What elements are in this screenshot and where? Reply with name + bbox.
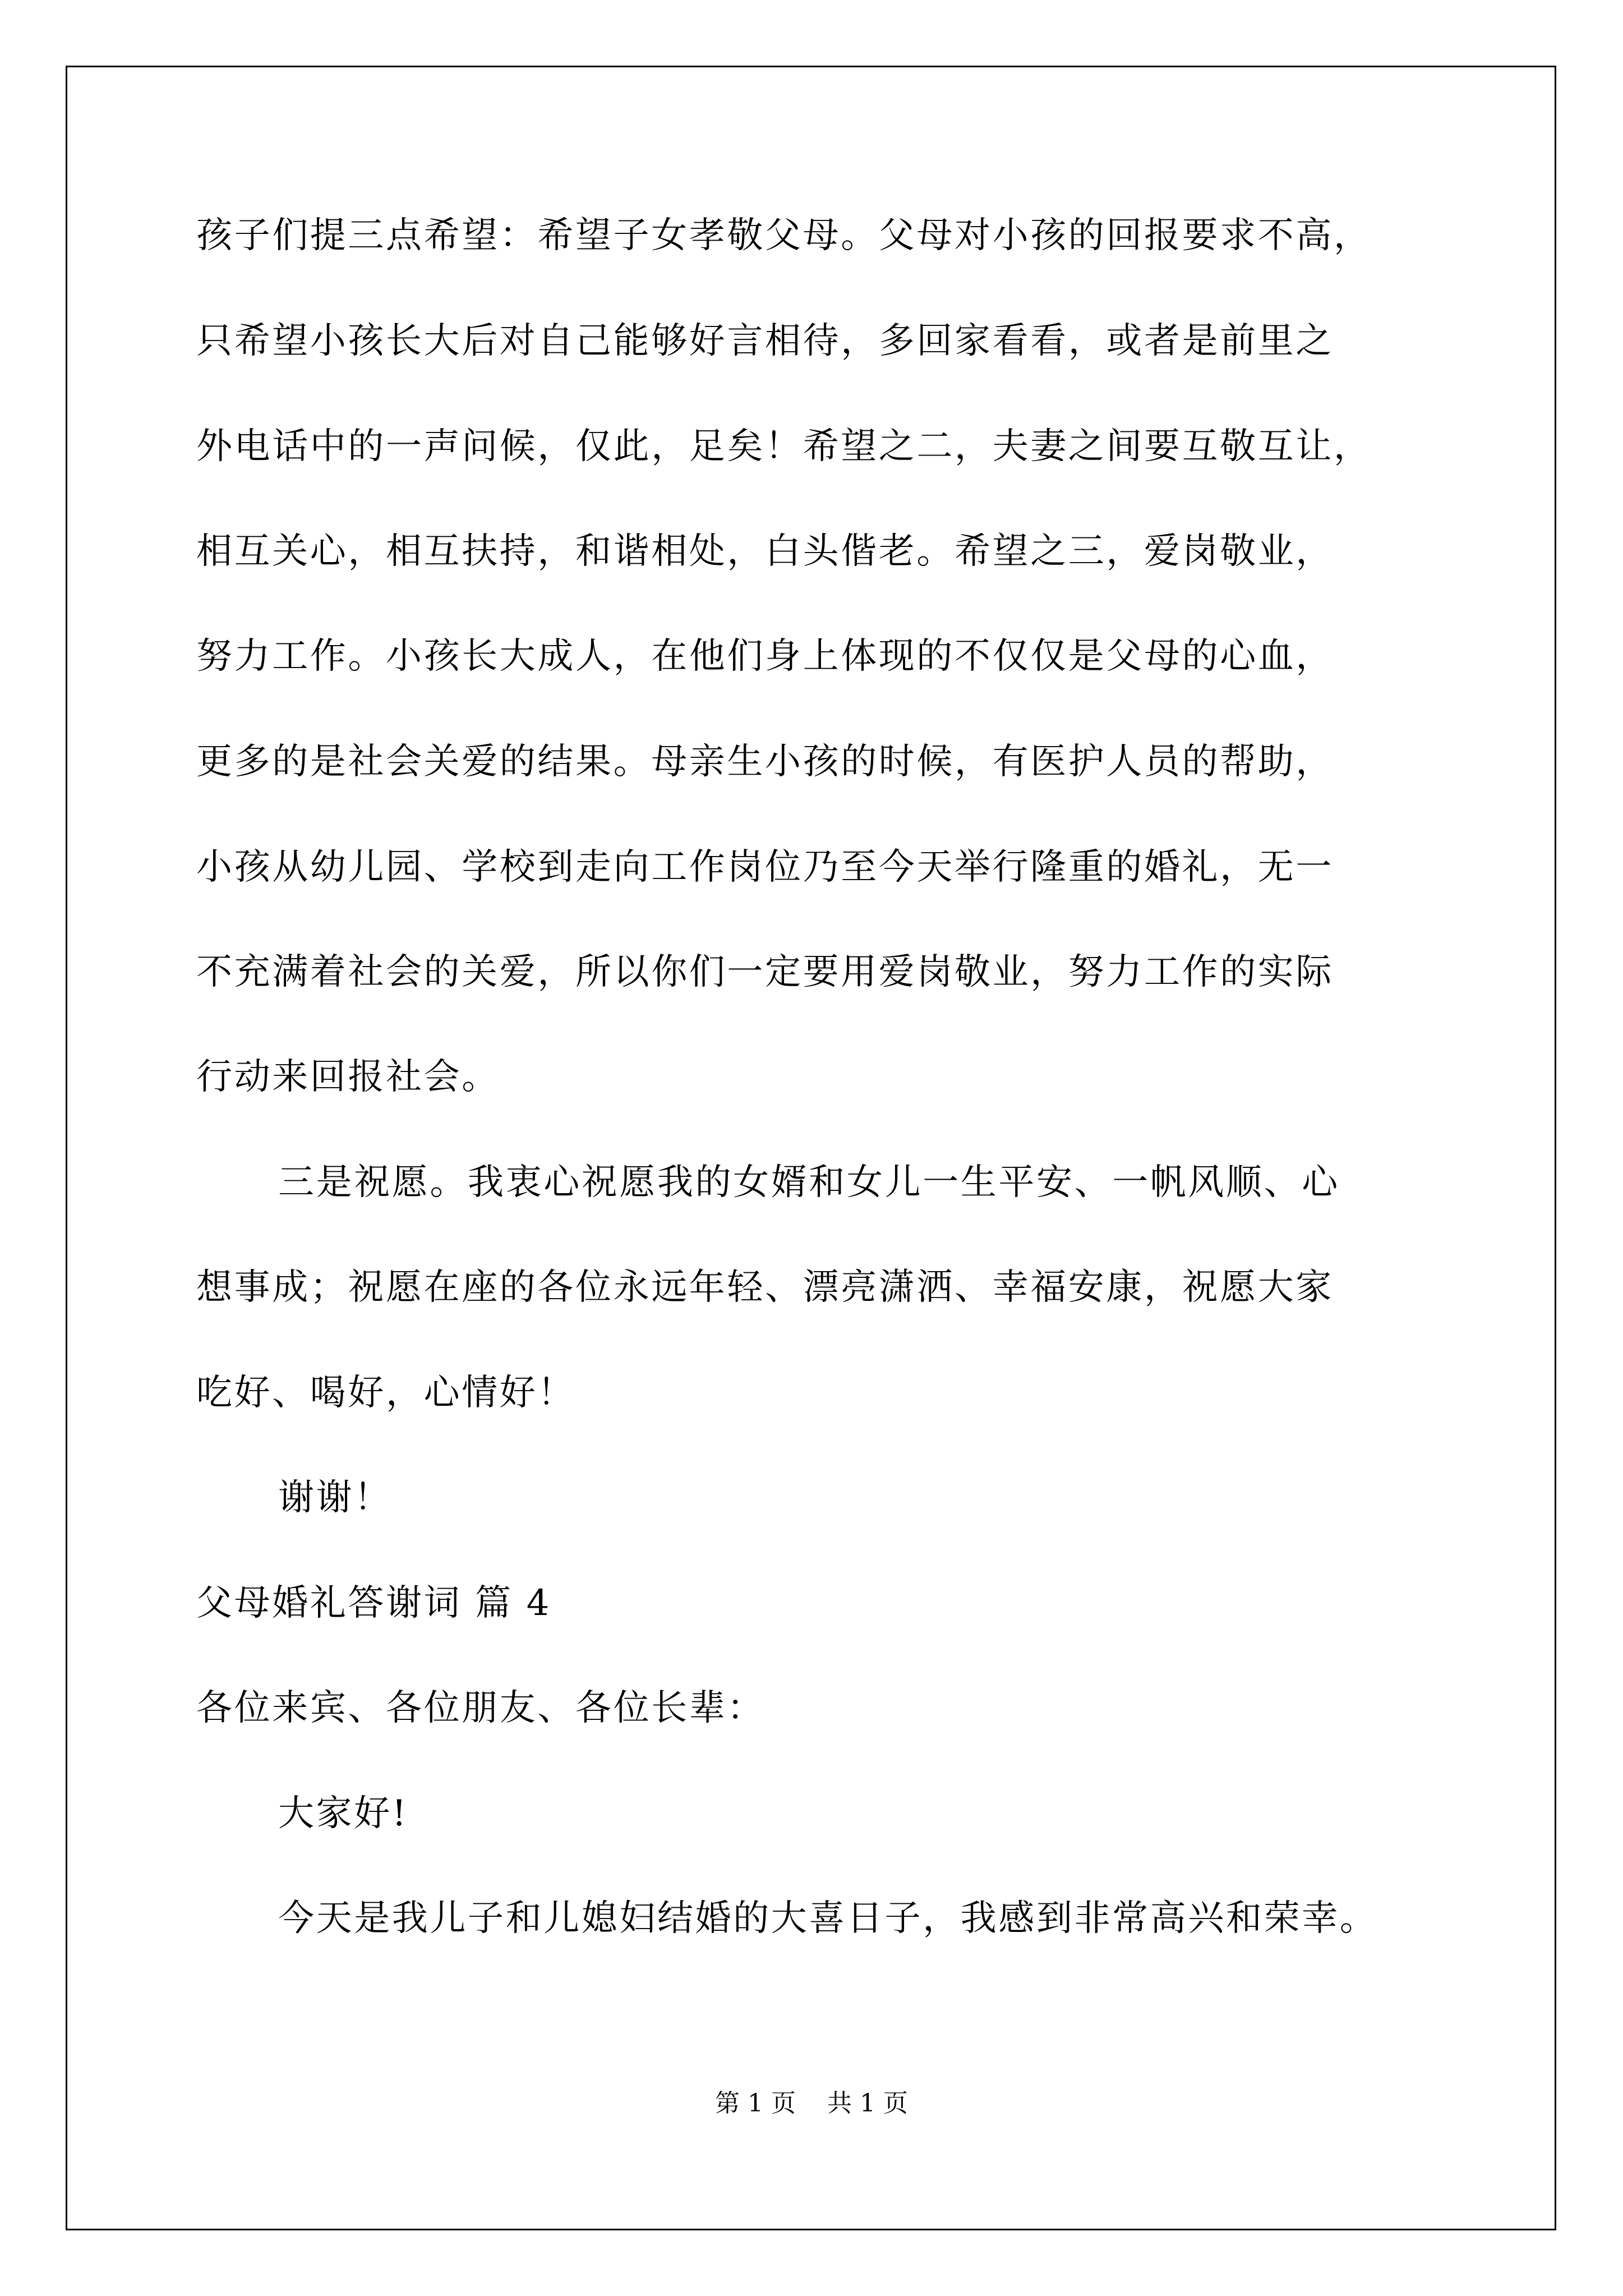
paragraph-line: 今天是我儿子和儿媳妇结婚的大喜日子，我感到非常高兴和荣幸。 xyxy=(278,1898,1378,1939)
section-heading: 父母婚礼答谢词 篇 4 xyxy=(196,1582,552,1624)
paragraph-line: 大家好! xyxy=(278,1793,409,1834)
paragraph-line: 行动来回报社会。 xyxy=(196,1056,500,1098)
paragraph-line: 小孩从幼儿园、学校到走向工作岗位乃至今天举行隆重的婚礼，无一 xyxy=(196,846,1334,888)
paragraph-line: 各位来宾、各位朋友、各位长辈： xyxy=(196,1687,765,1729)
paragraph-line: 想事成；祝愿在座的各位永远年轻、漂亮潇洒、幸福安康，祝愿大家 xyxy=(196,1267,1334,1308)
paragraph-line: 只希望小孩长大后对自己能够好言相待，多回家看看，或者是前里之 xyxy=(196,320,1334,362)
page-number-footer: 第 1 页 共 1 页 xyxy=(715,2089,908,2118)
paragraph-line: 更多的是社会关爱的结果。母亲生小孩的时候，有医护人员的帮助， xyxy=(196,741,1334,783)
paragraph-line: 谢谢！ xyxy=(278,1477,392,1519)
paragraph-line: 不充满着社会的关爱，所以你们一定要用爱岗敬业，努力工作的实际 xyxy=(196,951,1334,993)
paragraph-line: 孩子们提三点希望：希望子女孝敬父母。父母对小孩的回报要求不高， xyxy=(196,215,1372,256)
paragraph-line: 三是祝愿。我衷心祝愿我的女婿和女儿一生平安、一帆风顺、心 xyxy=(278,1162,1340,1203)
paragraph-line: 相互关心，相互扶持，和谐相处，白头偕老。希望之三，爱岗敬业， xyxy=(196,531,1334,572)
paragraph-line: 努力工作。小孩长大成人，在他们身上体现的不仅仅是父母的心血， xyxy=(196,636,1334,677)
paragraph-line: 外电话中的一声问候，仅此，足矣！希望之二，夫妻之间要互敬互让， xyxy=(196,426,1372,467)
paragraph-line: 吃好、喝好，心情好！ xyxy=(196,1372,575,1414)
